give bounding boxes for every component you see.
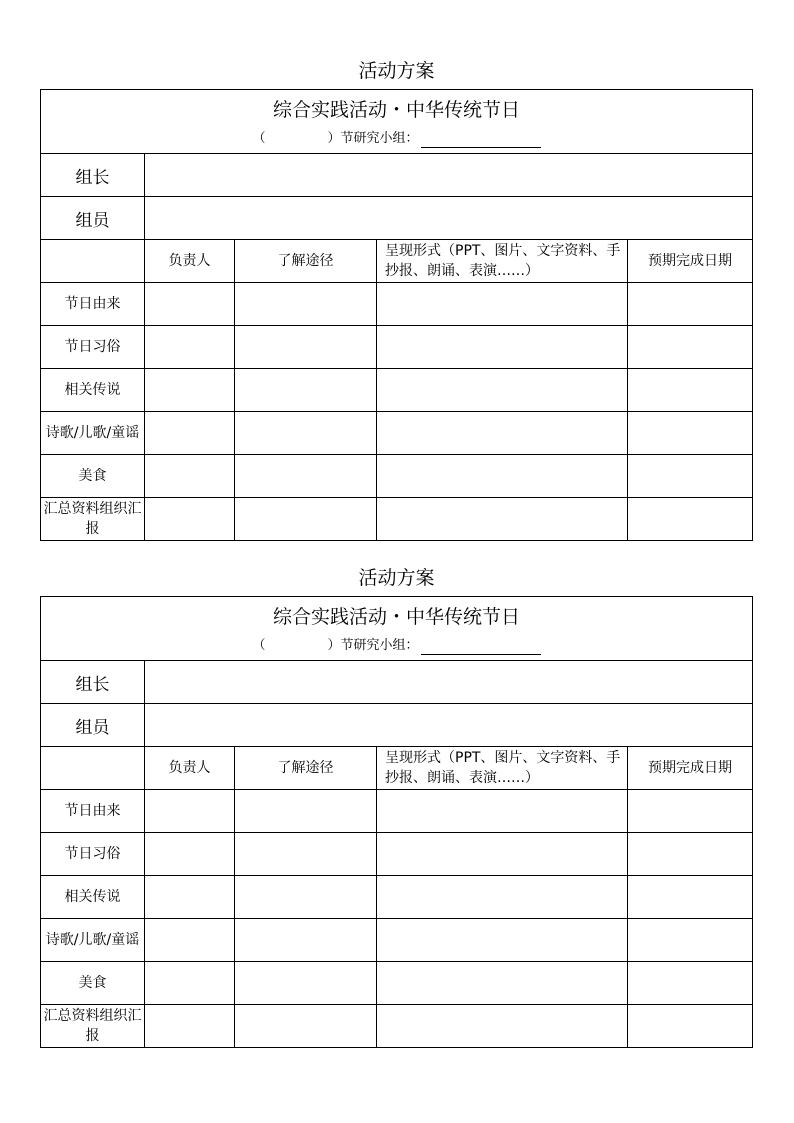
corner-cell <box>41 240 145 282</box>
cell-date[interactable] <box>628 412 752 454</box>
group-line <box>41 130 752 148</box>
activity-plan-2 <box>40 563 753 1048</box>
table-title: 综合实践活动・中华传统节日 <box>272 606 520 628</box>
row-label: 诗歌/儿歌/童谣 <box>41 919 145 961</box>
group-label: ）节研究小组： <box>327 638 419 653</box>
row-label: 汇总资料组织汇报 <box>41 498 145 540</box>
cell-method[interactable] <box>235 412 377 454</box>
cell-owner[interactable] <box>145 962 235 1004</box>
row-label: 美食 <box>41 455 145 497</box>
activity-plan-1 <box>40 56 753 541</box>
row-label: 相关传说 <box>41 369 145 411</box>
cell-owner[interactable] <box>145 790 235 832</box>
cell-method[interactable] <box>235 833 377 875</box>
paren-open: （ <box>252 638 266 653</box>
cell-date[interactable] <box>628 498 752 540</box>
members-cell[interactable] <box>145 197 752 239</box>
members-row <box>41 704 752 747</box>
cell-date[interactable] <box>628 369 752 411</box>
cell-method[interactable] <box>235 919 377 961</box>
leader-cell[interactable] <box>145 154 752 196</box>
cell-method[interactable] <box>235 876 377 918</box>
cell-date[interactable] <box>628 283 752 325</box>
col-header-format: 呈现形式（PPT、图片、文字资料、手抄报、朗诵、表演……） <box>377 747 628 789</box>
row-label: 节日习俗 <box>41 326 145 368</box>
doc-title: 活动方案 <box>358 567 435 589</box>
group-name-blank[interactable] <box>421 639 541 655</box>
cell-date[interactable] <box>628 790 752 832</box>
row-label: 节日由来 <box>41 283 145 325</box>
cell-method[interactable] <box>235 962 377 1004</box>
cell-method[interactable] <box>235 369 377 411</box>
members-label: 组员 <box>41 197 145 239</box>
corner-cell <box>41 747 145 789</box>
cell-format[interactable] <box>377 283 628 325</box>
cell-method[interactable] <box>235 498 377 540</box>
cell-method[interactable] <box>235 326 377 368</box>
row-label: 美食 <box>41 962 145 1004</box>
cell-format[interactable] <box>377 833 628 875</box>
column-header-row <box>41 747 752 790</box>
plan-table <box>40 596 753 1048</box>
members-row <box>41 197 752 240</box>
cell-date[interactable] <box>628 326 752 368</box>
cell-format[interactable] <box>377 412 628 454</box>
row-label: 诗歌/儿歌/童谣 <box>41 412 145 454</box>
cell-owner[interactable] <box>145 498 235 540</box>
cell-owner[interactable] <box>145 412 235 454</box>
col-header-owner: 负责人 <box>145 747 235 789</box>
table-header <box>41 597 752 661</box>
col-header-date: 预期完成日期 <box>648 760 732 776</box>
cell-method[interactable] <box>235 283 377 325</box>
cell-owner[interactable] <box>145 876 235 918</box>
leader-label: 组长 <box>41 154 145 196</box>
table-row <box>41 790 752 833</box>
table-row <box>41 919 752 962</box>
col-header-format: 呈现形式（PPT、图片、文字资料、手抄报、朗诵、表演……） <box>377 240 628 282</box>
column-header-row <box>41 240 752 283</box>
leader-cell[interactable] <box>145 661 752 703</box>
cell-owner[interactable] <box>145 919 235 961</box>
group-label: ）节研究小组： <box>327 131 419 146</box>
table-row <box>41 833 752 876</box>
cell-date[interactable] <box>628 876 752 918</box>
col-header-owner: 负责人 <box>145 240 235 282</box>
table-row <box>41 455 752 498</box>
table-row <box>41 962 752 1005</box>
table-row <box>41 326 752 369</box>
cell-format[interactable] <box>377 962 628 1004</box>
plan-table <box>40 89 753 541</box>
table-row <box>41 498 752 540</box>
cell-date[interactable] <box>628 455 752 497</box>
paren-open: （ <box>252 131 266 146</box>
cell-owner[interactable] <box>145 833 235 875</box>
cell-owner[interactable] <box>145 455 235 497</box>
table-row <box>41 1005 752 1047</box>
leader-row <box>41 661 752 704</box>
cell-method[interactable] <box>235 455 377 497</box>
row-label: 节日习俗 <box>41 833 145 875</box>
row-label: 汇总资料组织汇报 <box>41 1005 145 1047</box>
cell-format[interactable] <box>377 498 628 540</box>
leader-row <box>41 154 752 197</box>
table-header <box>41 90 752 154</box>
cell-format[interactable] <box>377 326 628 368</box>
leader-label: 组长 <box>41 661 145 703</box>
cell-format[interactable] <box>377 876 628 918</box>
table-title: 综合实践活动・中华传统节日 <box>272 99 520 121</box>
cell-format[interactable] <box>377 1005 628 1047</box>
doc-title: 活动方案 <box>358 60 435 82</box>
table-row <box>41 412 752 455</box>
row-label: 相关传说 <box>41 876 145 918</box>
col-header-method: 了解途径 <box>235 240 377 282</box>
cell-format[interactable] <box>377 919 628 961</box>
cell-date[interactable] <box>628 919 752 961</box>
cell-format[interactable] <box>377 455 628 497</box>
group-line <box>41 637 752 655</box>
cell-owner[interactable] <box>145 369 235 411</box>
cell-method[interactable] <box>235 790 377 832</box>
cell-format[interactable] <box>377 790 628 832</box>
cell-owner[interactable] <box>145 1005 235 1047</box>
cell-date[interactable] <box>628 1005 752 1047</box>
table-row <box>41 283 752 326</box>
cell-method[interactable] <box>235 1005 377 1047</box>
members-label: 组员 <box>41 704 145 746</box>
cell-owner[interactable] <box>145 326 235 368</box>
group-name-blank[interactable] <box>421 132 541 148</box>
members-cell[interactable] <box>145 704 752 746</box>
cell-owner[interactable] <box>145 283 235 325</box>
cell-date[interactable] <box>628 833 752 875</box>
col-header-method: 了解途径 <box>235 747 377 789</box>
cell-date[interactable] <box>628 962 752 1004</box>
table-row <box>41 876 752 919</box>
col-header-date: 预期完成日期 <box>648 253 732 269</box>
row-label: 节日由来 <box>41 790 145 832</box>
cell-format[interactable] <box>377 369 628 411</box>
table-row <box>41 369 752 412</box>
